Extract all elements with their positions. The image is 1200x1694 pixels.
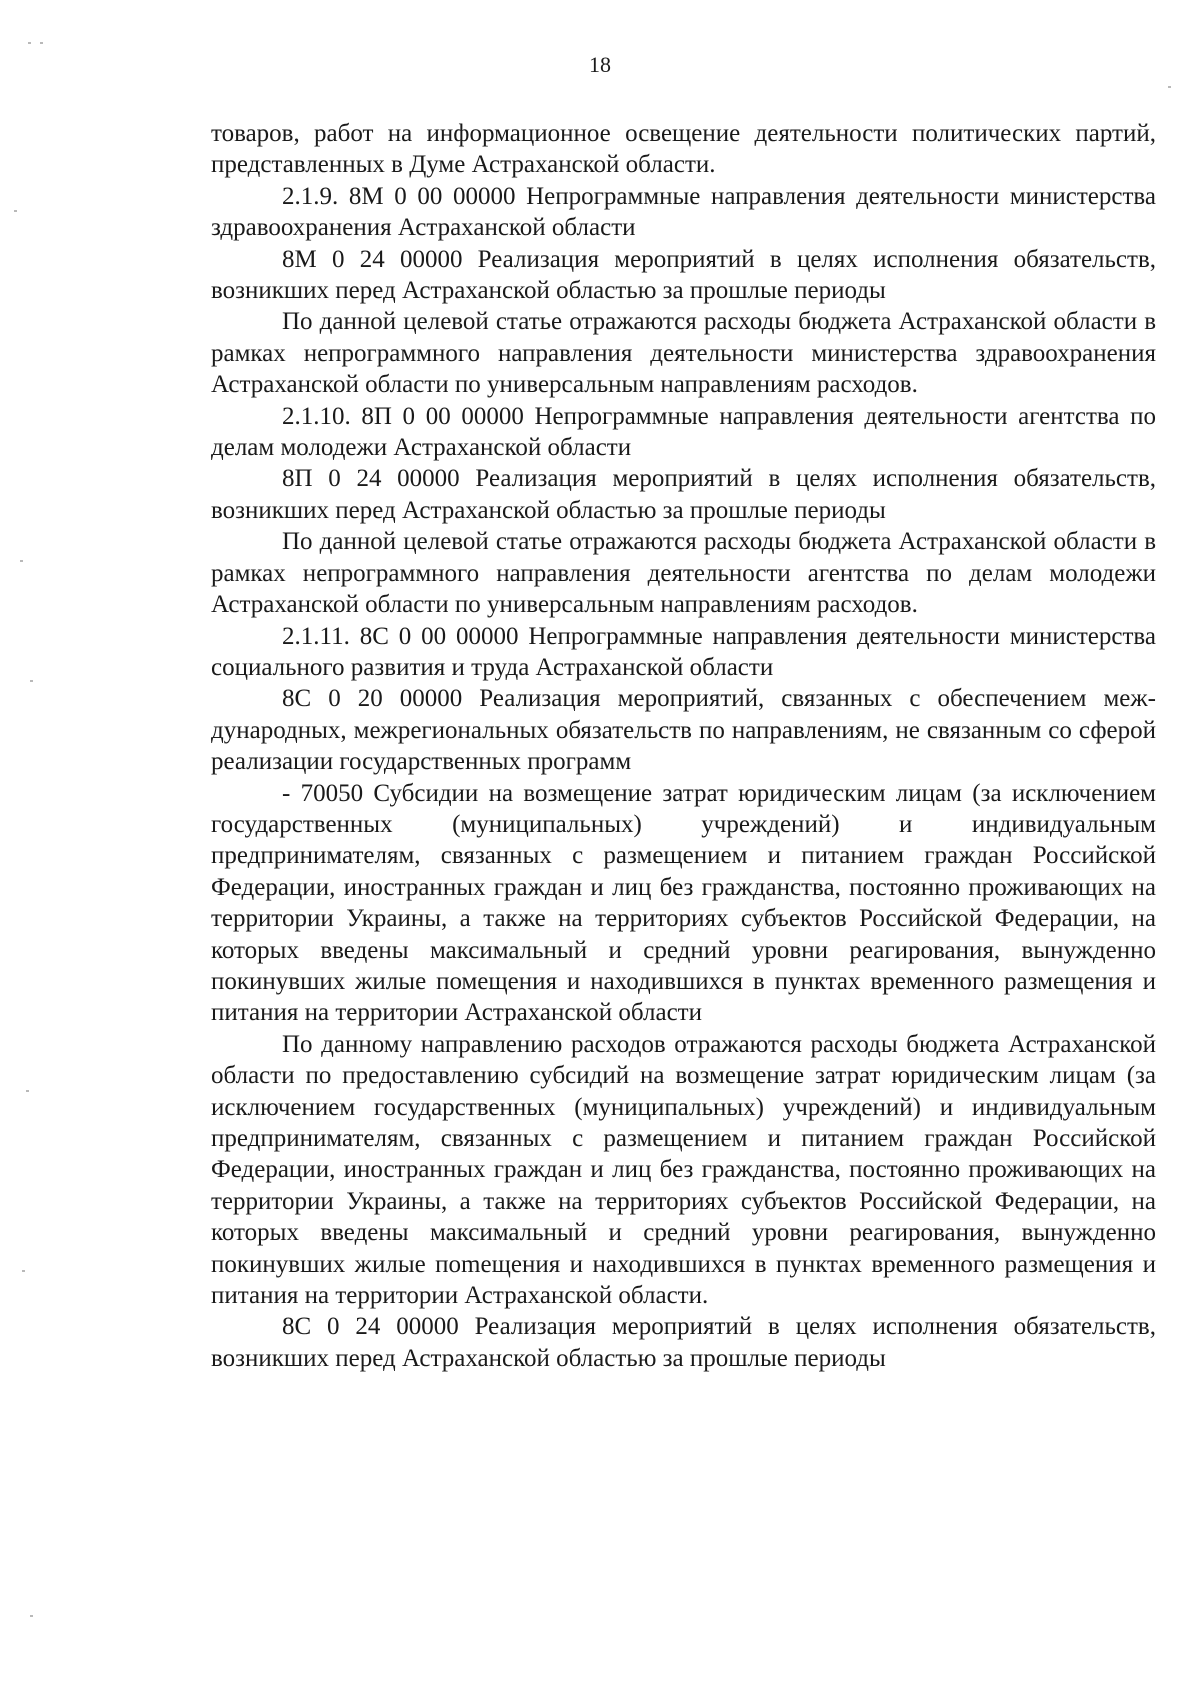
section-heading-2-1-10: 2.1.10. 8П 0 00 00000 Непрограммные направления деятельности агентства по делам молодежи Астраханской области [211, 402, 1156, 462]
target-article-8m-0-24: 8М 0 24 00000 Реализация мероприятий в целях исполнения обязательств, возникших перед Астраханской областью за прошлые периоды [211, 245, 1156, 305]
page-number: 18 [589, 52, 611, 77]
paragraph-description: По данной целевой статье отражаются расходы бюджета Астраханской области в рамках непрограммного направления деятельности агентства по делам молодежи Астраханской области по универсальным направлениям расходов. [211, 528, 1156, 619]
target-article-8s-0-20: 8С 0 20 00000 Реализация мероприятий, связанных с обеспечением международных, межрегиональных обязательств по направлениям, не связанным со сферой реализации государственных программ [211, 685, 1156, 776]
scan-mark [1168, 86, 1171, 88]
paragraph-continuation: товаров, работ на информационное освещение деятельности политических партий, представленных в Думе Астраханской области. [211, 120, 1156, 179]
target-article-8s-0-24: 8С 0 24 00000 Реализация мероприятий в целях исполнения обязательств, возникших перед Астраханской областью за прошлые периоды [211, 1313, 1156, 1372]
scan-mark [26, 1090, 29, 1092]
expense-direction-70050: - 70050 Субсидии на возмещение затрат юридическим лицам (за исключением государственных (муниципальных) учреждений) и индивидуальным предпринимателям, связанных с размещением и питанием граждан Российской Федерации, иностранных граждан и лиц без гражданства, постоянно проживающих на территории Украины, а также на территориях субъектов Российской Федерации, на которых введены максимальный и средний уровни реагирования, вынужденно покинувших жилые помещения и находившихся в пунктах временного размещения и питания на территории Астраханской области [211, 779, 1156, 1027]
scan-mark [20, 560, 23, 562]
scan-mark [30, 1615, 33, 1617]
scan-mark [30, 680, 33, 682]
target-article-8p-0-24: 8П 0 24 00000 Реализация мероприятий в целях исполнения обязательств, возникших перед Астраханской областью за прошлые периоды [211, 465, 1156, 524]
section-heading-2-1-11: 2.1.11. 8С 0 00 00000 Непрограммные направления деятельности министерства социального развития и труда Астраханской области [211, 622, 1156, 681]
document-body [211, 118, 1156, 1374]
scan-mark [40, 42, 43, 44]
scan-mark [14, 210, 17, 212]
section-heading-2-1-9: 2.1.9. 8М 0 00 00000 Непрограммные направления деятельности министерства здравоохранения Астраханской области [211, 182, 1156, 242]
paragraph-description: По данной целевой статье отражаются расходы бюджета Астраханской области в рамках непрограммного направления деятельности министерства здравоохранения Астраханской области по универсальным направлениям расходов. [211, 308, 1156, 399]
paragraph-description: По данному направлению расходов отражаются расходы бюджета Астраханской области по предоставлению субсидий на возмещение затрат юридическим лицам (за исключением государственных (муниципальных) учреждений) и индивидуальным предпринимателям, связанных с размещением и питанием граждан Российской Федерации, иностранных граждан и лиц без гражданства, постоянно проживающих на территории Украины, а также на территориях субъектов Российской Федерации, на которых введены максимальный и средний уровни реагирования, вынужденно покинувших жилые поmещения и находившихся в пунктах временного размещения и питания на территории Астраханской области. [211, 1030, 1156, 1310]
scan-mark [22, 1270, 25, 1272]
scan-mark [28, 42, 31, 44]
